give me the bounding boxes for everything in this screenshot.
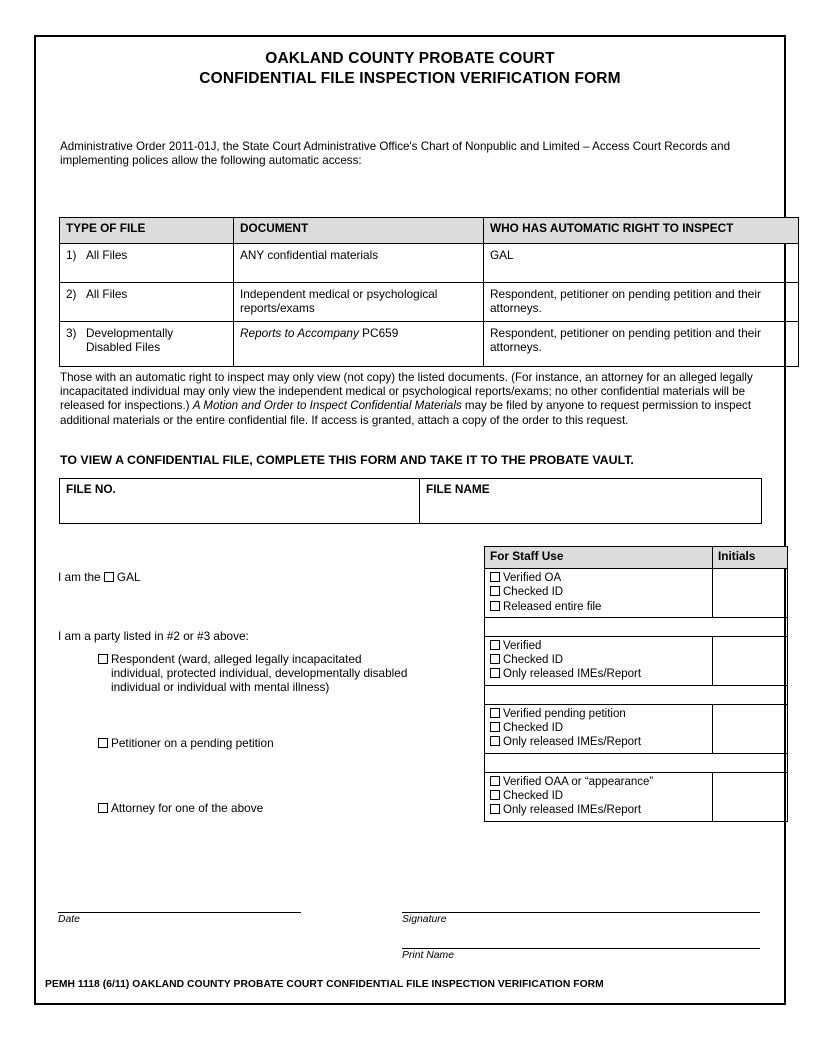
checkbox-gal[interactable]	[104, 572, 114, 582]
declaration-party-intro: I am a party listed in #2 or #3 above:	[58, 629, 249, 643]
notice-paragraph	[60, 371, 774, 428]
option-respondent	[98, 652, 434, 695]
checkbox-only-released-imes[interactable]	[490, 804, 500, 814]
file-name-label: FILE NAME	[426, 482, 490, 496]
file-no-label: FILE NO.	[66, 482, 116, 496]
staff-use-table	[484, 546, 788, 822]
date-label: Date	[58, 914, 80, 925]
option-petitioner	[98, 736, 434, 750]
cell-who-inspect: Respondent, petitioner on pending petition and their attorneys.	[484, 322, 799, 367]
staff-check-line	[490, 721, 708, 735]
staff-check-label: Verified OA	[503, 572, 562, 584]
notice-paragraph-text	[60, 371, 774, 428]
table-row	[60, 322, 799, 367]
cell-who-inspect: Respondent, petitioner on pending petition and their attorneys.	[484, 283, 799, 322]
file-name-field[interactable]	[420, 479, 762, 524]
signature-label: Signature	[402, 914, 447, 925]
cell-document	[234, 283, 484, 322]
table-row	[60, 244, 799, 283]
declaration-gal-row	[58, 570, 141, 585]
staff-check-label: Only released IMEs/Report	[503, 668, 642, 681]
page-title	[34, 49, 786, 89]
staff-checklist-cell	[485, 772, 713, 821]
staff-spacer-row	[485, 753, 788, 772]
intro-paragraph: Administrative Order 2011-01J, the State Court Administrative Office's Chart of Nonpublic and Limited – Access Court Records and implementing polices allow the following automatic access:	[60, 140, 731, 168]
checkbox-checked-id[interactable]	[490, 790, 500, 800]
staff-check-line	[490, 707, 708, 721]
option-petitioner-label: Petitioner on a pending petition	[111, 736, 274, 750]
option-attorney-label: Attorney for one of the above	[111, 801, 264, 815]
cell-who-inspect: GAL	[484, 244, 799, 283]
form-page	[34, 35, 786, 1005]
staff-checklist-cell	[485, 569, 713, 618]
column-header-initials: Initials	[713, 547, 788, 569]
cell-document	[234, 322, 484, 367]
notice-part-1: Those with an automatic right to inspect may only view (not copy) the listed documents. (For instance, an attorney for an alleged legally incapacitated individual may only view the independent medical or psychological reports/exams; no other confidential materials will be released for inspections.)	[60, 371, 753, 413]
callout-instruction: TO VIEW A CONFIDENTIAL FILE, COMPLETE THIS FORM AND TAKE IT TO THE PROBATE VAULT.	[60, 453, 634, 467]
staff-check-line	[490, 789, 708, 803]
staff-spacer-cell	[485, 685, 788, 704]
table-header-row	[60, 218, 799, 244]
staff-checklist-cell	[485, 704, 713, 753]
column-header-for-staff-use: For Staff Use	[485, 547, 713, 569]
row-type-label: Developmentally Disabled Files	[86, 326, 174, 354]
checkbox-attorney[interactable]	[98, 803, 108, 813]
staff-check-label: Only released IMEs/Report	[503, 804, 642, 817]
checkbox-released-entire-file[interactable]	[490, 601, 500, 611]
staff-spacer-row	[485, 617, 788, 636]
staff-check-label: Checked ID	[503, 722, 564, 735]
checkbox-respondent[interactable]	[98, 654, 108, 664]
cell-type-of-file	[60, 283, 234, 322]
row-number: 1)	[66, 248, 77, 262]
print-name-line[interactable]	[402, 948, 760, 949]
notice-part-2: may be filed by anyone to request permission to inspect additional materials or the entire confidential file. If access is granted, attach a copy of the order to this request.	[60, 399, 752, 427]
checkbox-only-released-imes[interactable]	[490, 668, 500, 678]
staff-checklist-cell	[485, 636, 713, 685]
file-no-field[interactable]	[60, 479, 420, 524]
staff-check-line	[490, 585, 708, 599]
staff-initials-cell[interactable]	[713, 636, 788, 685]
row-type-label: All Files	[86, 287, 128, 301]
row-number: 2)	[66, 287, 77, 301]
staff-check-label: Checked ID	[503, 789, 564, 802]
checkbox-petitioner[interactable]	[98, 738, 108, 748]
i-am-the-label: I am the	[58, 570, 104, 584]
staff-initials-cell[interactable]	[713, 704, 788, 753]
access-rights-table	[59, 217, 799, 367]
column-header-document: DOCUMENT	[234, 218, 484, 244]
staff-check-line	[490, 571, 708, 585]
staff-check-line	[490, 600, 708, 614]
staff-spacer-cell	[485, 617, 788, 636]
file-box-row	[60, 479, 762, 524]
row-type-label: All Files	[86, 248, 128, 262]
document-plain-part: ANY confidential materials	[240, 248, 379, 262]
staff-initials-cell[interactable]	[713, 569, 788, 618]
table-row	[60, 283, 799, 322]
staff-check-label: Only released IMEs/Report	[503, 736, 642, 749]
checkbox-verified[interactable]	[490, 640, 500, 650]
option-attorney	[98, 801, 434, 815]
checkbox-verified-oa[interactable]	[490, 572, 500, 582]
option-respondent-label: Respondent (ward, alleged legally incapacitated individual, protected individual, developmentally disabled individual or individual with mental illness)	[111, 652, 408, 695]
title-line-1: OAKLAND COUNTY PROBATE COURT	[265, 50, 555, 67]
checkbox-checked-id[interactable]	[490, 722, 500, 732]
staff-group-row	[485, 772, 788, 821]
staff-check-label: Verified OAA or “appearance”	[503, 775, 654, 788]
staff-check-line	[490, 667, 708, 681]
staff-check-line	[490, 735, 708, 749]
file-identification-box	[59, 478, 762, 524]
staff-check-line	[490, 639, 708, 653]
signature-line[interactable]	[402, 912, 760, 913]
date-signature-line[interactable]	[58, 912, 301, 913]
staff-header-row	[485, 547, 788, 569]
checkbox-only-released-imes[interactable]	[490, 736, 500, 746]
cell-document	[234, 244, 484, 283]
staff-spacer-cell	[485, 753, 788, 772]
print-name-label: Print Name	[402, 950, 454, 961]
staff-group-row	[485, 636, 788, 685]
staff-check-label: Checked ID	[503, 654, 564, 667]
staff-check-line	[490, 653, 708, 667]
staff-initials-cell[interactable]	[713, 772, 788, 821]
checkbox-verified-oaa-appearance[interactable]	[490, 776, 500, 786]
document-italic-part: Reports to Accompany	[240, 326, 359, 340]
staff-group-row	[485, 569, 788, 618]
notice-italic-phrase: A Motion and Order to Inspect Confidential Materials	[192, 399, 462, 413]
staff-check-line	[490, 803, 708, 817]
column-header-type-of-file: TYPE OF FILE	[60, 218, 234, 244]
cell-type-of-file	[60, 244, 234, 283]
staff-check-label: Verified	[503, 639, 542, 652]
checkbox-checked-id[interactable]	[490, 654, 500, 664]
staff-check-label: Released entire file	[503, 600, 602, 613]
document-plain-part: PC659	[358, 326, 399, 340]
checkbox-verified-pending-petition[interactable]	[490, 708, 500, 718]
row-number: 3)	[66, 326, 77, 340]
cell-type-of-file	[60, 322, 234, 367]
staff-check-line	[490, 775, 708, 789]
gal-label: GAL	[116, 570, 141, 584]
checkbox-checked-id[interactable]	[490, 586, 500, 596]
staff-check-label: Checked ID	[503, 586, 564, 599]
column-header-who-inspect: WHO HAS AUTOMATIC RIGHT TO INSPECT	[484, 218, 799, 244]
document-plain-part: Independent medical or psychological reports/exams	[240, 287, 438, 315]
staff-group-row	[485, 704, 788, 753]
form-footer: PEMH 1118 (6/11) OAKLAND COUNTY PROBATE COURT CONFIDENTIAL FILE INSPECTION VERIFICATION FORM	[45, 979, 604, 990]
title-line-2: CONFIDENTIAL FILE INSPECTION VERIFICATION FORM	[199, 70, 621, 87]
staff-check-label: Verified pending petition	[503, 707, 626, 720]
staff-spacer-row	[485, 685, 788, 704]
